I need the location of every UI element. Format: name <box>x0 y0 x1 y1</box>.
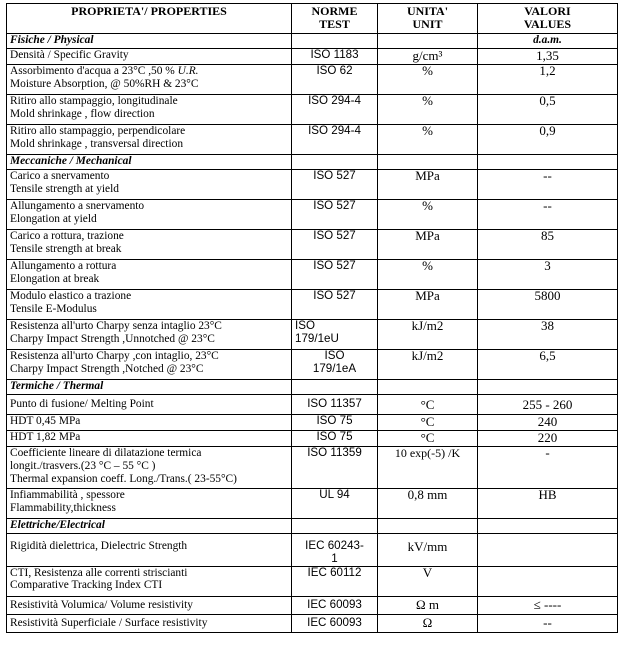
row-volume-resistivity <box>7 596 618 614</box>
unit-cell: MPa <box>378 290 478 320</box>
norm-cell: IEC 60112 <box>292 566 378 596</box>
value-cell <box>478 534 618 567</box>
property-label: Ritiro allo stampaggio, longitudinale Mold shrinkage , flow direction <box>7 95 292 125</box>
norm-cell: ISO 294-4 <box>292 125 378 155</box>
property-label: Punto di fusione/ Melting Point <box>7 395 292 415</box>
property-label: Carico a rottura, trazione Tensile strength at break <box>7 230 292 260</box>
section-title: Elettriche/Electrical <box>7 519 292 534</box>
value-cell: 1,2 <box>478 65 618 95</box>
unit-cell: °C <box>378 415 478 431</box>
row-break-stress <box>7 230 618 260</box>
row-water-absorption <box>7 65 618 95</box>
row-hdt-182 <box>7 431 618 447</box>
property-label: Assorbimento d'acqua a 23°C ,50 % U.R. Moisture Absorption, @ 50%RH & 23°C <box>7 65 292 95</box>
row-shrinkage-longitudinal <box>7 95 618 125</box>
unit-cell: V <box>378 566 478 596</box>
norm-cell: ISO 179/1eA <box>292 350 378 380</box>
unit-cell: °C <box>378 431 478 447</box>
section-value: d.a.m. <box>478 34 618 49</box>
value-cell: -- <box>478 614 618 632</box>
header-unit: UNITA' UNIT <box>378 4 478 34</box>
norm-cell: IEC 60093 <box>292 596 378 614</box>
norm-cell: UL 94 <box>292 489 378 519</box>
norm-cell: ISO 62 <box>292 65 378 95</box>
value-cell: HB <box>478 489 618 519</box>
norm-cell: ISO 527 <box>292 170 378 200</box>
value-cell: 1,35 <box>478 49 618 65</box>
value-cell <box>478 566 618 596</box>
property-label: Resistenza all'urto Charpy senza intaglio 23°C Charpy Impact Strength ,Unnotched @ 23°C <box>7 320 292 350</box>
value-cell: 85 <box>478 230 618 260</box>
property-label: CTI, Resistenza alle correnti striscianti Comparative Tracking Index CTI <box>7 566 292 596</box>
norm-cell: ISO 75 <box>292 415 378 431</box>
properties-table <box>6 3 618 633</box>
value-cell: ≤ ---- <box>478 596 618 614</box>
section-title: Fisiche / Physical <box>7 34 292 49</box>
section-thermal <box>7 380 618 395</box>
row-hdt-045 <box>7 415 618 431</box>
unit-cell: MPa <box>378 170 478 200</box>
row-cti <box>7 566 618 596</box>
header-property: PROPRIETA'/ PROPERTIES <box>7 4 292 34</box>
norm-cell: ISO 75 <box>292 431 378 447</box>
unit-cell: g/cm³ <box>378 49 478 65</box>
row-surface-resistivity <box>7 614 618 632</box>
value-cell: -- <box>478 200 618 230</box>
row-yield-elongation <box>7 200 618 230</box>
unit-cell: 10 exp(-5) /K <box>378 447 478 489</box>
property-label: Coefficiente lineare di dilatazione termica longit./trasvers.(23 °C – 55 °C ) Thermal expansion coeff. Long./Trans.( 23-55°C) <box>7 447 292 489</box>
unit-cell: MPa <box>378 230 478 260</box>
value-cell: 255 - 260 <box>478 395 618 415</box>
value-cell: 0,9 <box>478 125 618 155</box>
row-melting-point <box>7 395 618 415</box>
property-label: Resistività Volumica/ Volume resistivity <box>7 596 292 614</box>
value-cell: 6,5 <box>478 350 618 380</box>
section-title: Meccaniche / Mechanical <box>7 155 292 170</box>
unit-cell: % <box>378 125 478 155</box>
property-label: Resistività Superficiale / Surface resistivity <box>7 614 292 632</box>
unit-cell: kV/mm <box>378 534 478 567</box>
unit-cell: kJ/m2 <box>378 320 478 350</box>
header-norm: NORME TEST <box>292 4 378 34</box>
value-cell: 0,5 <box>478 95 618 125</box>
section-mechanical <box>7 155 618 170</box>
norm-cell: ISO 527 <box>292 290 378 320</box>
property-label: Allungamento a snervamento Elongation at yield <box>7 200 292 230</box>
value-cell: - <box>478 447 618 489</box>
section-physical <box>7 34 618 49</box>
norm-cell: ISO 11357 <box>292 395 378 415</box>
property-label: Allungamento a rottura Elongation at break <box>7 260 292 290</box>
section-electrical <box>7 519 618 534</box>
norm-cell: IEC 60093 <box>292 614 378 632</box>
row-density <box>7 49 618 65</box>
norm-cell: ISO 179/1eU <box>292 320 378 350</box>
unit-cell: °C <box>378 395 478 415</box>
unit-cell: Ω m <box>378 596 478 614</box>
norm-cell: ISO 527 <box>292 200 378 230</box>
norm-cell: ISO 11359 <box>292 447 378 489</box>
header-row <box>7 4 618 34</box>
norm-cell: IEC 60243- 1 <box>292 534 378 567</box>
section-title: Termiche / Thermal <box>7 380 292 395</box>
value-cell: 38 <box>478 320 618 350</box>
unit-cell: % <box>378 95 478 125</box>
row-tensile-modulus <box>7 290 618 320</box>
norm-cell: ISO 527 <box>292 230 378 260</box>
header-values: VALORI VALUES <box>478 4 618 34</box>
unit-cell: 0,8 mm <box>378 489 478 519</box>
unit-cell: % <box>378 65 478 95</box>
property-label: Ritiro allo stampaggio, perpendicolare Mold shrinkage , transversal direction <box>7 125 292 155</box>
property-label: Modulo elastico a trazione Tensile E-Modulus <box>7 290 292 320</box>
value-cell: 240 <box>478 415 618 431</box>
property-label: HDT 0,45 MPa <box>7 415 292 431</box>
row-charpy-unnotched <box>7 320 618 350</box>
norm-cell: ISO 527 <box>292 260 378 290</box>
property-label: Resistenza all'urto Charpy ,con intaglio, 23°C Charpy Impact Strength ,Notched @ 23°C <box>7 350 292 380</box>
value-cell: 3 <box>478 260 618 290</box>
value-cell: 5800 <box>478 290 618 320</box>
row-charpy-notched <box>7 350 618 380</box>
property-label: Densità / Specific Gravity <box>7 49 292 65</box>
row-break-elongation <box>7 260 618 290</box>
unit-cell: kJ/m2 <box>378 350 478 380</box>
row-flammability <box>7 489 618 519</box>
property-label: Carico a snervamento Tensile strength at yield <box>7 170 292 200</box>
property-label: HDT 1,82 MPa <box>7 431 292 447</box>
row-dielectric-strength <box>7 534 618 567</box>
property-label: Rigidità dielettrica, Dielectric Strength <box>7 534 292 567</box>
unit-cell: % <box>378 200 478 230</box>
row-thermal-expansion <box>7 447 618 489</box>
unit-cell: % <box>378 260 478 290</box>
norm-cell: ISO 1183 <box>292 49 378 65</box>
property-label: Infiammabilità , spessore Flammability,thickness <box>7 489 292 519</box>
row-shrinkage-perpendicular <box>7 125 618 155</box>
value-cell: -- <box>478 170 618 200</box>
norm-cell: ISO 294-4 <box>292 95 378 125</box>
row-yield-stress <box>7 170 618 200</box>
value-cell: 220 <box>478 431 618 447</box>
unit-cell: Ω <box>378 614 478 632</box>
